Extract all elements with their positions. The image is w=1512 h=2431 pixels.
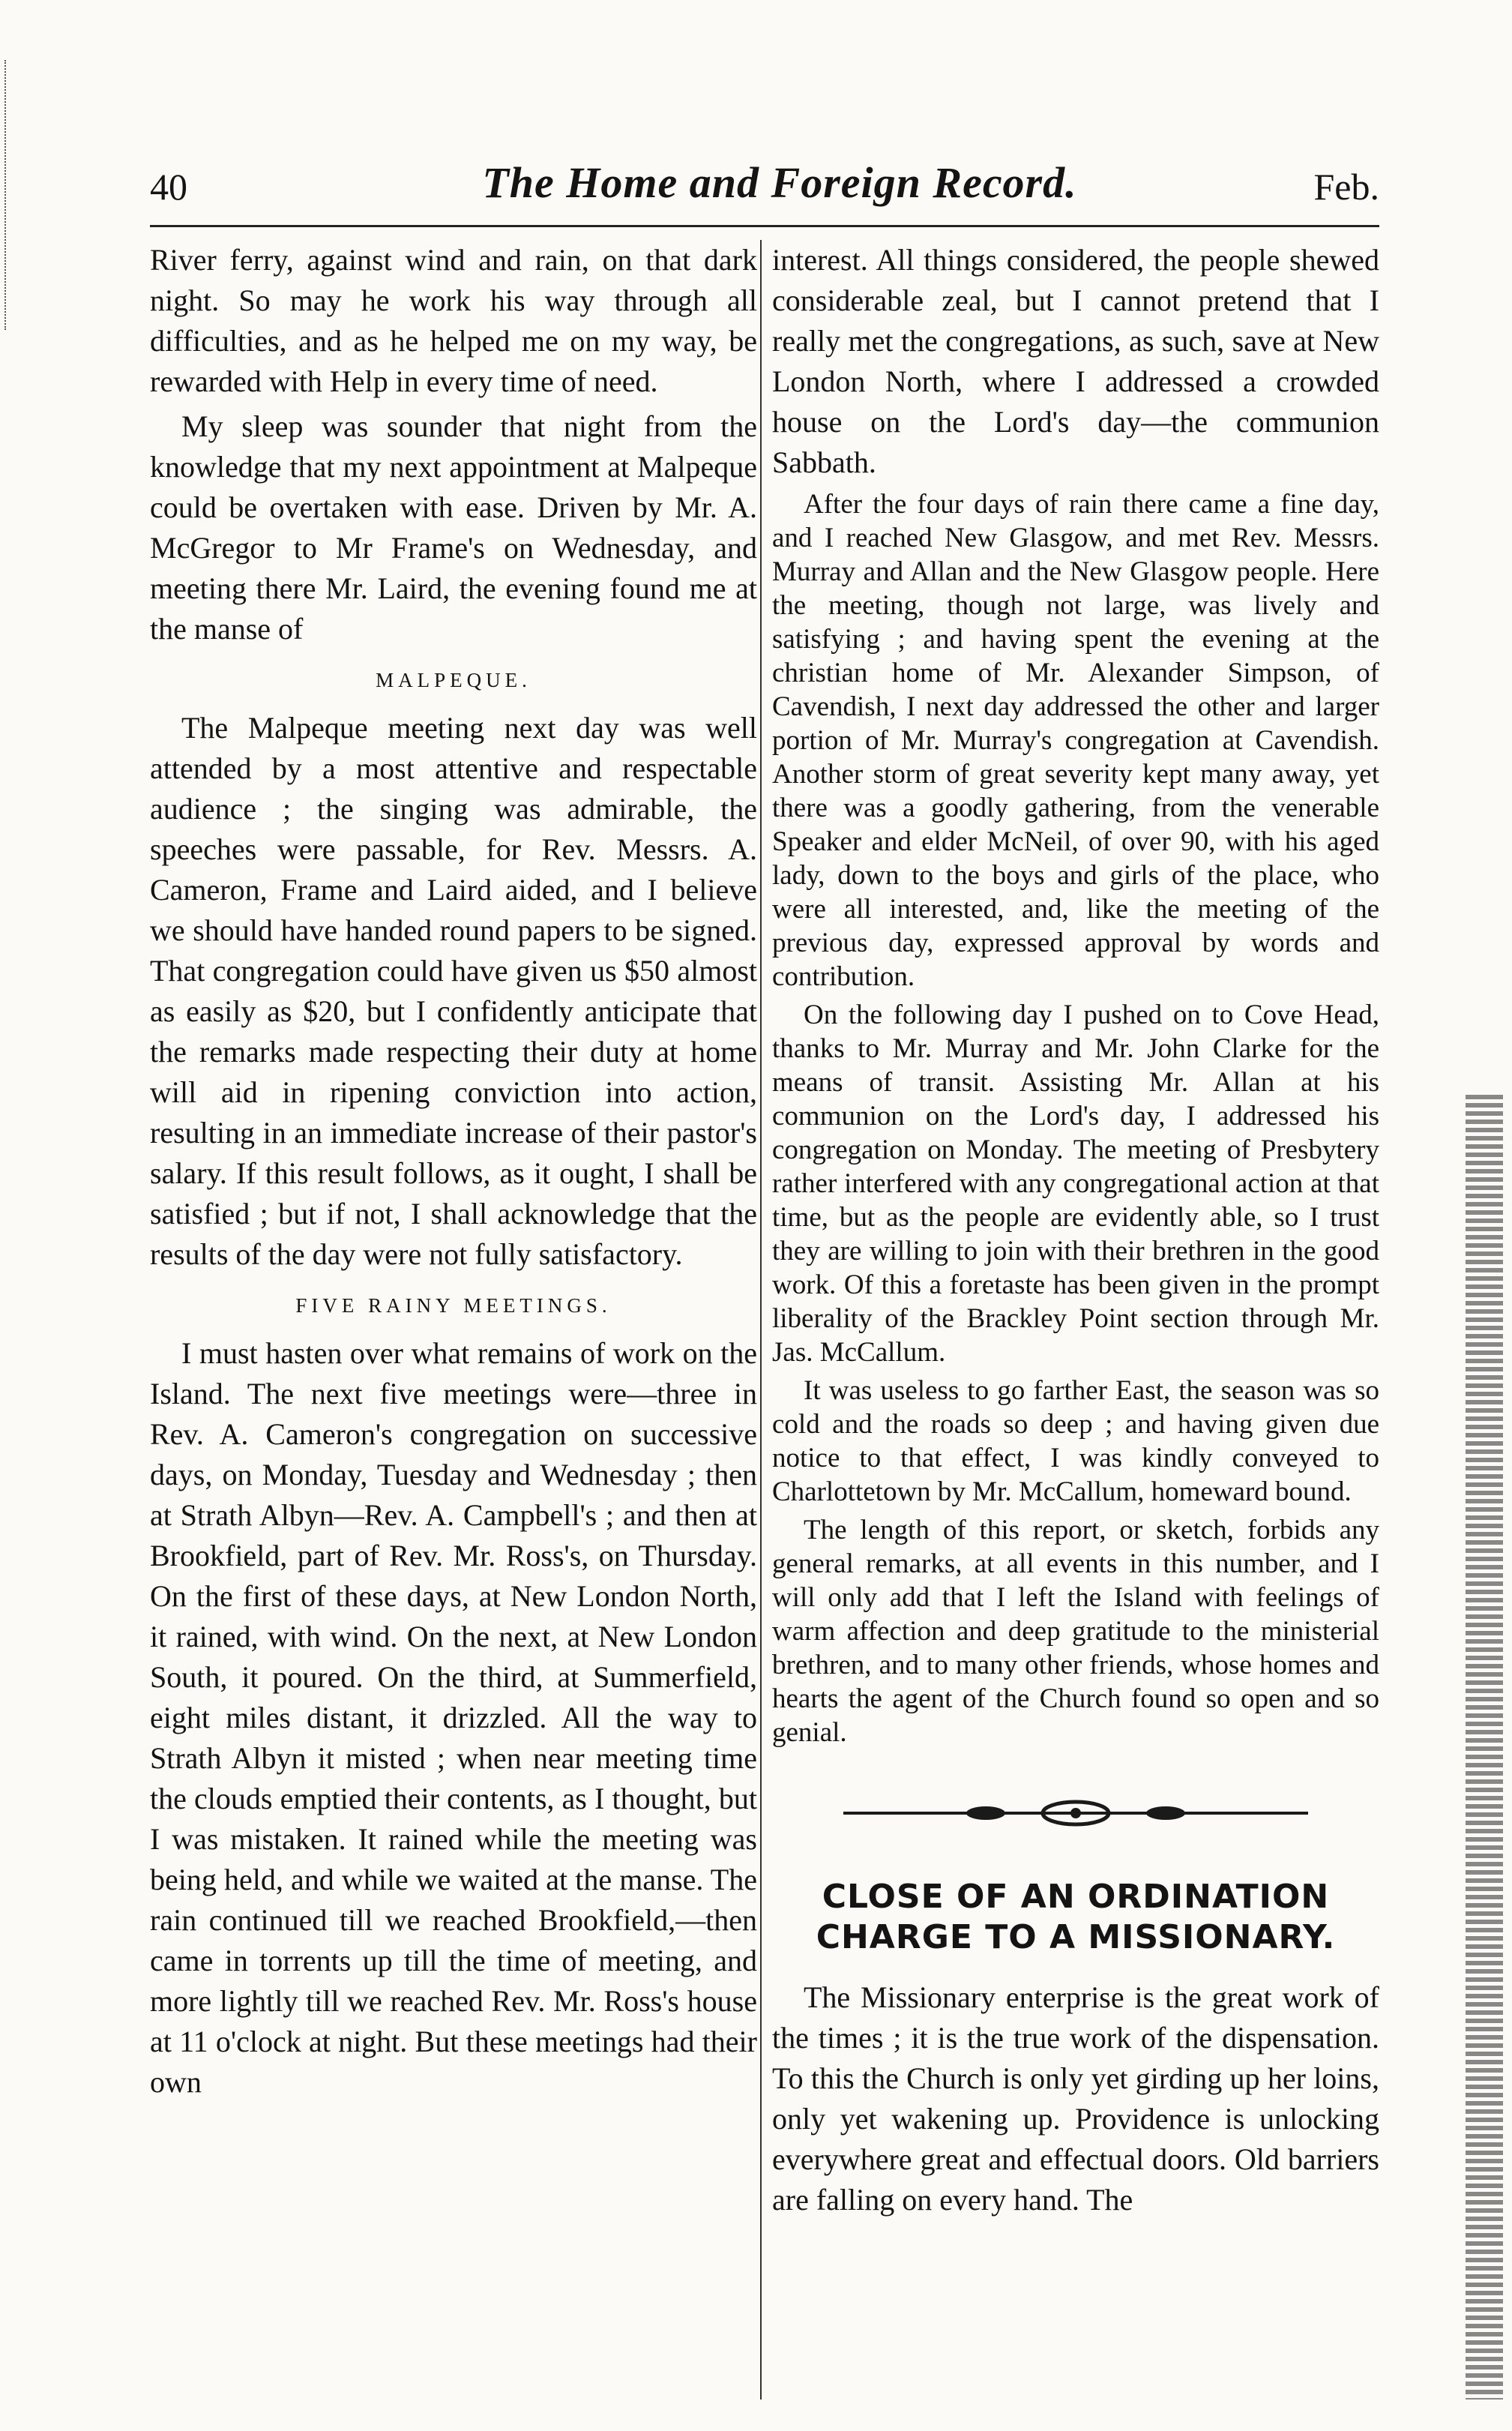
journal-title: The Home and Foreign Record. bbox=[482, 158, 1077, 207]
column-divider bbox=[760, 240, 762, 2400]
right-paragraph: It was useless to go farther East, the season was so cold and the roads so deep ; and having given due notice to that effect, I was kindly conveyed to Charlottetown by Mr. McCallum, homeward bound. bbox=[772, 1375, 1379, 1507]
ornament-divider bbox=[836, 1794, 1316, 1832]
scan-edge-right bbox=[1466, 1095, 1503, 2400]
page-header bbox=[150, 157, 1379, 217]
left-paragraph: My sleep was sounder that night from the knowledge that my next appointment at Malpeque could be overtaken with ease. Driven by Mr. A. McGregor to Mr Frame's on Wednesday, and meeting there Mr. Laird, the evening found me at the manse of bbox=[150, 409, 757, 646]
issue-month: Feb. bbox=[1313, 166, 1379, 208]
right-paragraph: interest. All things considered, the people shewed considerable zeal, but I cannot pretend that I really met the congregations, as such, save at New London North, where I addressed a crowded house on the Lord's day—the communion Sabbath. bbox=[772, 243, 1379, 479]
section-heading-rainy-meetings: FIVE RAINY MEETINGS. bbox=[295, 1294, 612, 1317]
scan-edge-left bbox=[4, 60, 21, 330]
left-paragraph: I must hasten over what remains of work on the Island. The next five meetings were—three in Rev. A. Cameron's congregation on successive days, on Monday, Tuesday and Wednesday ; then at Strath Albyn—Rev. A. Campbell's ; and then at Brookfield, part of Rev. Mr. Ross's, on Thursday. On the first of these days, at New London North, it rained, with wind. On the next, at New London South, it poured. On the third, at Summerfield, eight miles distant, it drizzled. All the way to Strath Albyn it misted ; when near meeting time the clouds emptied their contents, as I thought, but I was mistaken. It rained while the meeting was being held, and while we waited at the manse. The rain continued till we reached Brookfield,—then came in torrents up till the time of meeting, and more lightly till we reached Rev. Mr. Ross's house at 11 o'clock at night. But these meetings had their own bbox=[150, 1336, 757, 2099]
header-rule bbox=[150, 225, 1379, 227]
right-paragraph: After the four days of rain there came a fine day, and I reached New Glasgow, and met Rev. Messrs. Murray and Allan and the New Glasgow people. Here the meeting, though not large, was lively and satisfying ; and having spent the evening at the christian home of Mr. Alexander Simpson, of Cavendish, I next day addressed the other and larger portion of Mr. Murray's congregation at Cavendish. Another storm of great severity kept many away, yet there was a goodly gathering, from the venerable Speaker and elder McNeil, of over 90, with his aged lady, down to the boys and girls of the place, who were all interested, and, like the meeting of the previous day, expressed approval by words and contribution. bbox=[772, 489, 1379, 992]
right-paragraph: The length of this report, or sketch, forbids any general remarks, at all events in this number, and I will only add that I left the Island with feelings of warm affection and deep gratitude to the ministerial brethren, and to many other friends, whose homes and hearts the agent of the Church found so open and so genial. bbox=[772, 1515, 1379, 1748]
right-column bbox=[772, 240, 1379, 2400]
article-heading: CLOSE OF AN ORDINATION CHARGE TO A MISSIONARY. bbox=[816, 1878, 1336, 1956]
right-paragraph: The Missionary enterprise is the great work of the times ; it is the true work of the dispensation. To this the Church is only yet girding up her loins, only yet wakening up. Providence is unlocking everywhere great and effectual doors. Old barriers are falling on every hand. The bbox=[772, 1980, 1379, 2217]
left-paragraph: River ferry, against wind and rain, on that dark night. So may he work his way through all difficulties, and as he helped me on my way, be rewarded with Help in every time of need. bbox=[150, 243, 757, 398]
section-heading-malpeque: MALPEQUE. bbox=[376, 669, 531, 691]
page-number: 40 bbox=[150, 166, 187, 208]
right-paragraph: On the following day I pushed on to Cove Head, thanks to Mr. Murray and Mr. John Clarke for the means of transit. Assisting Mr. Allan at his communion on the Lord's day, I addressed his congregation on Monday. The meeting of Presbytery rather interfered with any congregational action at that time, but as the people are evidently able, so I trust they are willing to join with their brethren in the good work. Of this a foretaste has been given in the prompt liberality of the Brackley Point section through Mr. Jas. McCallum. bbox=[772, 1000, 1379, 1368]
left-column bbox=[150, 240, 757, 2400]
left-paragraph: The Malpeque meeting next day was well attended by a most attentive and respectable audience ; the singing was admirable, the speeches were passable, for Rev. Messrs. A. Cameron, Frame and Laird aided, and I believe we should have handed round papers to be signed. That congregation could have given us $50 almost as easily as $20, but I confidently anticipate that the remarks made respecting their duty at home will aid in ripening conviction into action, resulting in an immediate increase of their pastor's salary. If this result follows, as it ought, I shall be satisfied ; but if not, I shall acknowledge that the results of the day were not fully satisfactory. bbox=[150, 711, 757, 1271]
